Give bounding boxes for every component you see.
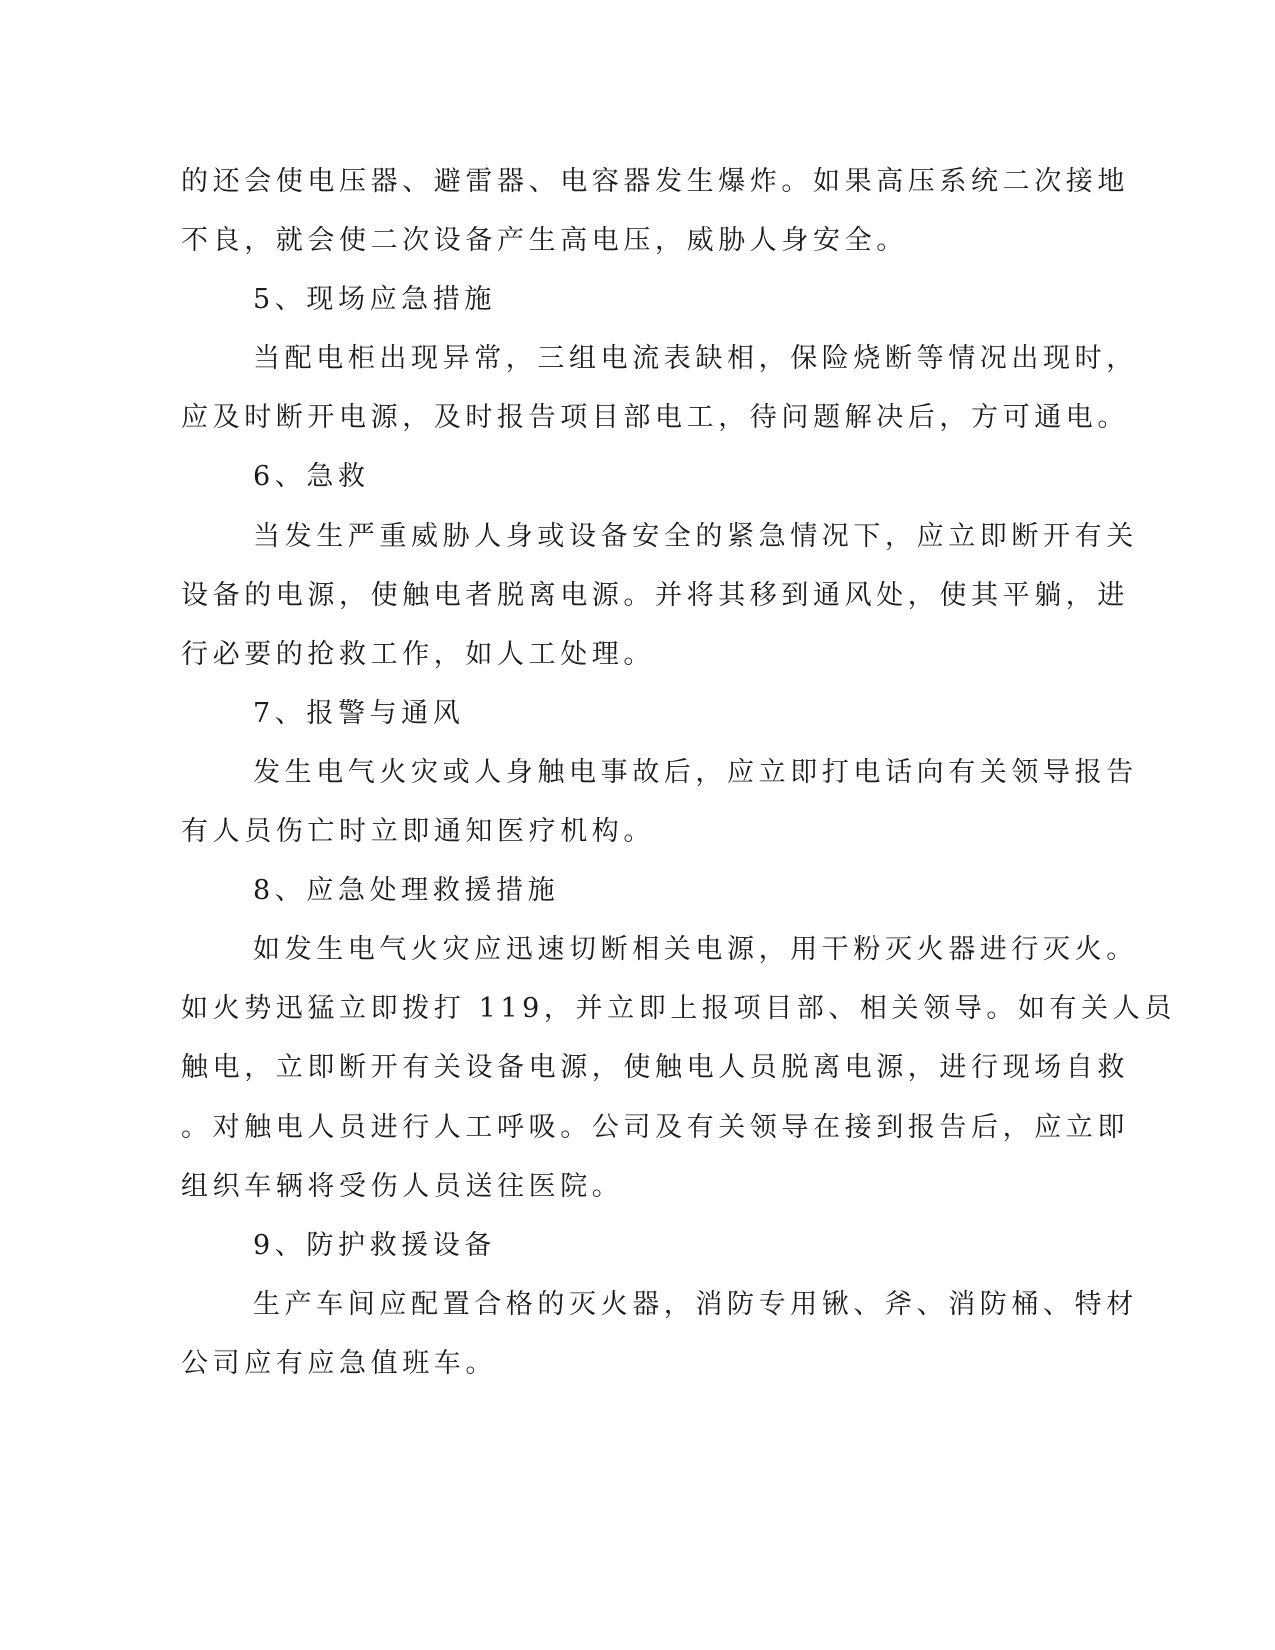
section-heading: 7、报警与通风 — [253, 697, 465, 729]
paragraph-line: 组织车辆将受伤人员送往医院。 — [181, 1170, 624, 1202]
section-heading: 5、现场应急措施 — [253, 284, 496, 316]
paragraph-line: 当配电柜出现异常，三组电流表缺相，保险烧断等情况出现时， — [253, 343, 1138, 375]
paragraph-line: 应及时断开电源，及时报告项目部电工，待问题解决后，方可通电。 — [181, 402, 1129, 434]
paragraph-line: 发生电气火灾或人身触电事故后，应立即打电话向有关领导报告 — [253, 756, 1138, 788]
paragraph-line: 触电，立即断开有关设备电源，使触电人员脱离电源，进行现场自救 — [181, 1052, 1129, 1084]
section-heading: 6、急救 — [253, 461, 370, 493]
paragraph-line: 如火势迅猛立即拨打 119，并立即上报项目部、相关领导。如有关人员 — [181, 993, 1176, 1025]
section-heading: 9、防护救援设备 — [253, 1229, 496, 1261]
paragraph-line: 的还会使电压器、避雷器、电容器发生爆炸。如果高压系统二次接地 — [181, 166, 1129, 197]
paragraph-line: 不良，就会使二次设备产生高电压，威胁人身安全。 — [181, 225, 908, 257]
paragraph-line: 有人员伤亡时立即通知医疗机构。 — [181, 816, 655, 848]
paragraph-line: 。对触电人员进行人工呼吸。公司及有关领导在接到报告后，应立即 — [181, 1111, 1129, 1143]
document-body — [181, 152, 1176, 1393]
paragraph-line: 公司应有应急值班车。 — [181, 1347, 497, 1379]
paragraph-line: 生产车间应配置合格的灭火器，消防专用锹、斧、消防桶、特材 — [253, 1288, 1138, 1320]
paragraph-line: 当发生严重威胁人身或设备安全的紧急情况下，应立即断开有关 — [253, 520, 1138, 552]
paragraph-line: 如发生电气火灾应迅速切断相关电源，用干粉灭火器进行灭火。 — [253, 934, 1138, 966]
paragraph-line: 设备的电源，使触电者脱离电源。并将其移到通风处，使其平躺，进 — [181, 579, 1129, 611]
paragraph-line: 行必要的抢救工作，如人工处理。 — [181, 638, 655, 670]
section-heading: 8、应急处理救援措施 — [253, 875, 560, 907]
